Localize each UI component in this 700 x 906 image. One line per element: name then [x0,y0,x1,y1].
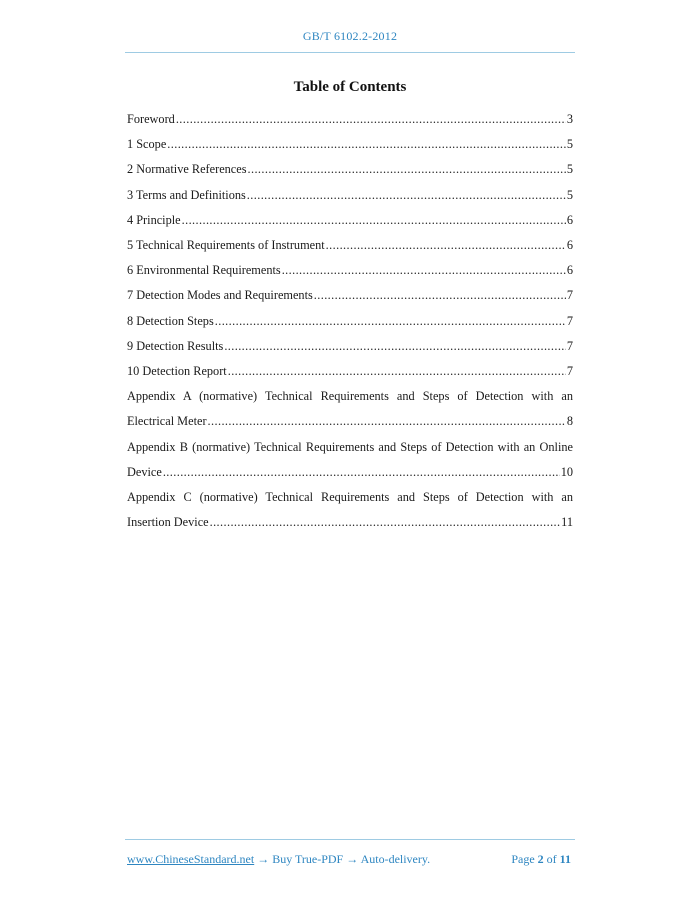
toc-entry-page: 5 [566,187,573,202]
toc-entry-page: 6 [566,238,573,253]
toc-entry-detection-modes[interactable] [127,283,573,308]
toc-entry-page: 10 [560,464,573,479]
toc-entry-detection-steps[interactable] [127,309,573,334]
toc-entry-appendix-c[interactable] [127,485,573,510]
toc-entry-title: 6 Environmental Requirements [127,263,281,278]
toc-title: Table of Contents [293,79,407,95]
footer-tagline: → Buy True-PDF → Auto-delivery. [254,852,431,866]
site-link[interactable]: www.ChineseStandard.net [127,852,255,866]
dot-leader [282,263,566,278]
toc-entry-title: Appendix B (normative) Technical Requirements and Steps of Detection with an Online [127,439,573,454]
page-label: Page [511,852,535,866]
toc-entry-normative-references[interactable] [127,157,573,182]
toc-entry-page: 7 [566,363,573,378]
dot-leader [228,364,566,379]
toc-entry-page: 3 [566,112,573,127]
toc-entry-page: 5 [566,137,573,152]
toc-entry-appendix-c-continued[interactable] [127,510,573,535]
toc-entry-page: 8 [566,414,573,429]
toc-entry-title: 7 Detection Modes and Requirements [127,288,313,303]
dot-leader [314,288,566,303]
toc-entry-title: Electrical Meter [127,414,207,429]
dot-leader [208,414,566,429]
toc-entry-page: 7 [566,288,573,303]
dot-leader [210,515,561,530]
total-pages: 11 [559,852,571,866]
toc-entry-title: 2 Normative References [127,162,247,177]
current-page: 2 [537,852,544,866]
page-header [125,0,575,53]
toc-entry-detection-results[interactable] [127,334,573,359]
footer-promo [127,852,430,867]
dot-leader [163,465,560,480]
dot-leader [247,188,566,203]
toc-entry-title: Device [127,464,162,479]
toc-entry-title: 1 Scope [127,137,167,152]
page-of-label: of [546,852,557,866]
toc-entry-scope[interactable] [127,132,573,157]
dot-leader [215,314,566,329]
toc-entry-environmental-requirements[interactable] [127,258,573,283]
toc-entry-page: 6 [566,263,573,278]
toc-entry-principle[interactable] [127,208,573,233]
toc-entry-page: 7 [566,338,573,353]
toc-entry-appendix-b-continued[interactable] [127,460,573,485]
toc-entry-page: 7 [566,313,573,328]
toc-entry-title: 3 Terms and Definitions [127,187,246,202]
toc-entry-title: Appendix A (normative) Technical Requirements and Steps of Detection with an [127,389,573,404]
dot-leader [224,339,566,354]
toc-entry-title: 8 Detection Steps [127,313,214,328]
toc-entry-title: Foreword [127,112,175,127]
toc-entry-title: 10 Detection Report [127,363,227,378]
toc-entry-appendix-a-continued[interactable] [127,409,573,434]
dot-leader [176,112,566,127]
toc-entry-title: 9 Detection Results [127,338,224,353]
page-number [511,852,571,867]
toc-entry-appendix-b[interactable] [127,434,573,459]
toc-entry-terms-definitions[interactable] [127,183,573,208]
table-of-contents [127,107,573,535]
toc-entry-title: 4 Principle [127,212,181,227]
toc-entry-appendix-a[interactable] [127,384,573,409]
toc-entry-page: 5 [566,162,573,177]
dot-leader [182,213,566,228]
toc-entry-title: 5 Technical Requirements of Instrument [127,238,325,253]
document-code: GB/T 6102.2-2012 [302,29,398,43]
dot-leader [167,137,566,152]
toc-entry-page: 11 [561,515,573,530]
toc-entry-technical-requirements[interactable] [127,233,573,258]
dot-leader [248,162,566,177]
page-footer [125,839,575,870]
toc-entry-title: Insertion Device [127,515,209,530]
toc-entry-detection-report[interactable] [127,359,573,384]
dot-leader [326,238,566,253]
toc-entry-page: 6 [566,212,573,227]
toc-entry-title: Appendix C (normative) Technical Requirements and Steps of Detection with an [127,489,573,504]
toc-entry-foreword[interactable] [127,107,573,132]
